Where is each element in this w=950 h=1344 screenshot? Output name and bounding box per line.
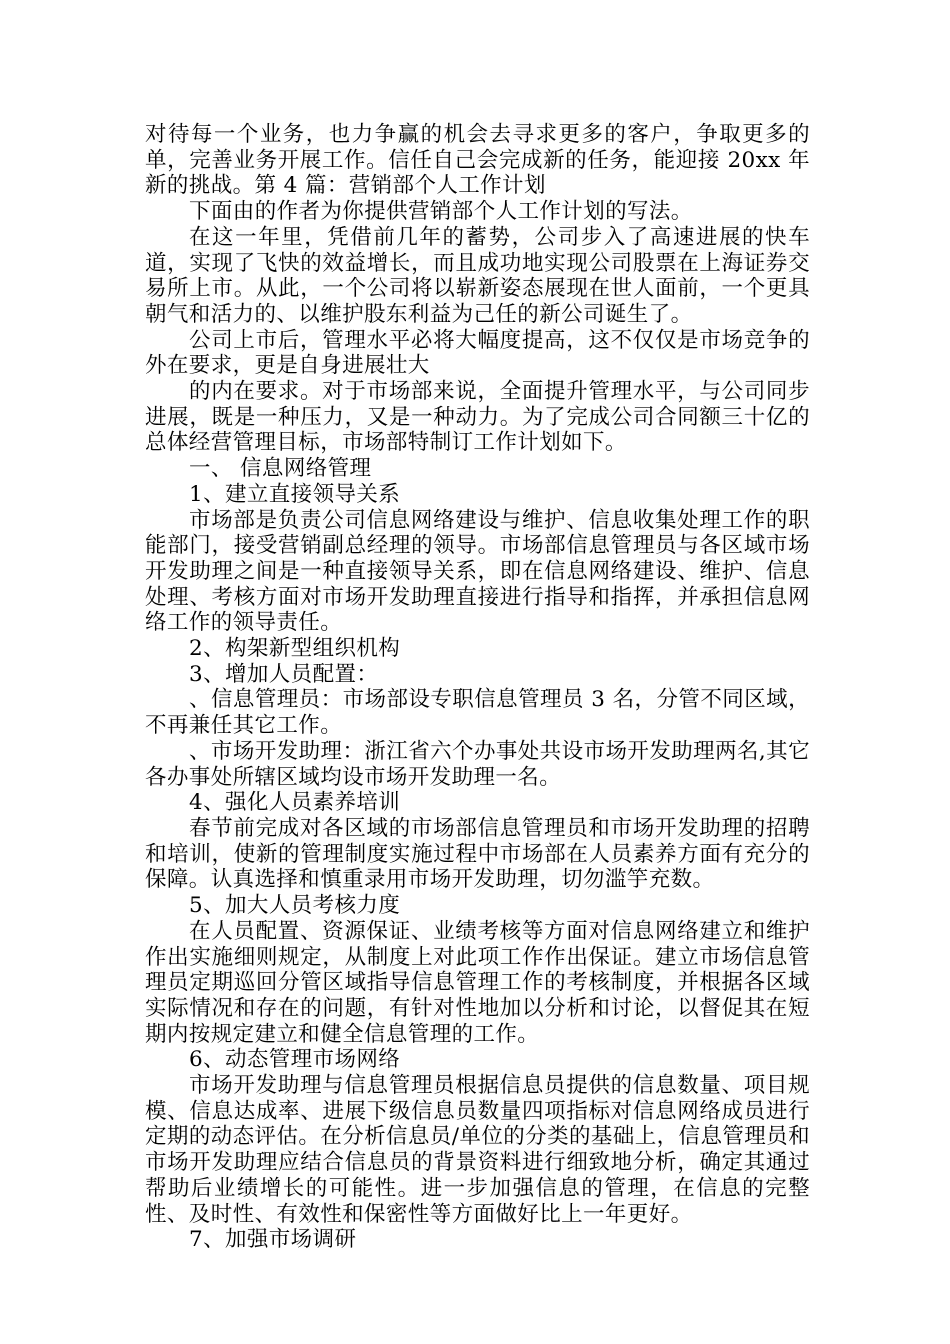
subheading-dynamic-management: 6、动态管理市场网络 (189, 1047, 401, 1073)
paragraph-post-listing: 公司上市后，管理水平必将大幅度提高，这不仅仅是市场竞争的外在要求，更是自身进展壮大 (145, 327, 810, 379)
subheading-direct-leadership: 1、建立直接领导关系 (189, 481, 401, 507)
subheading-new-organization: 2、构架新型组织机构 (189, 636, 401, 662)
subheading-market-research: 7、加强市场调研 (189, 1227, 357, 1253)
paragraph-assessment: 在人员配置、资源保证、业绩考核等方面对信息网络建立和维护作出实施细则规定，从制度上对此项工作作出保证。建立市场信息管理员定期巡回分管区域指导信息管理工作的考核制度，并根据各区域实际情况和存在的问题，有针对性地加以分析和讨论，以督促其在短期内按规定建立和健全信息管理的工作。 (145, 918, 810, 1047)
section-heading-info-network: 一、 信息网络管理 (189, 456, 372, 482)
paragraph-dynamic-management: 市场开发助理与信息管理员根据信息员提供的信息数量、项目规模、信息达成率、进展下级信息员数量四项指标对信息网络成员进行定期的动态评估。在分析信息员/单位的分类的基础上，信息管理员和市场开发助理应结合信息员的背景资料进行细致地分析，确定其通过帮助后业绩增长的可能性。进一步加强信息的管理，在信息的完整性、及时性、有效性和保密性等方面做好比上一年更好。 (145, 1073, 810, 1227)
paragraph-market-dept-role: 市场部是负责公司信息网络建设与维护、信息收集处理工作的职能部门，接受营销副总经理的领导。市场部信息管理员与各区域市场开发助理之间是一种直接领导关系，即在信息网络建设、维护、信息处理、考核方面对市场开发助理直接进行指导和指挥，并承担信息网络工作的领导责任。 (145, 507, 810, 636)
paragraph-internal-requirements: 的内在要求。对于市场部来说，全面提升管理水平，与公司同步进展，既是一种压力，又是一种动力。为了完成公司合同额三十亿的总体经营管理目标，市场部特制订工作计划如下。 (145, 379, 810, 456)
subheading-assessment: 5、加大人员考核力度 (189, 893, 401, 919)
subheading-training: 4、强化人员素养培训 (189, 790, 401, 816)
paragraph-intro: 对待每一个业务，也力争赢的机会去寻求更多的客户，争取更多的单，完善业务开展工作。信任自己会完成新的任务，能迎接 20xx 年新的挑战。第 4 篇：营销部个人工作计划 (145, 122, 810, 199)
paragraph-year-review: 在这一年里，凭借前几年的蓄势，公司步入了高速进展的快车道，实现了飞快的效益增长，而且成功地实现公司股票在上海证券交易所上市。从此，一个公司将以崭新姿态展现在世人面前，一个更具朝气和活力的、以维护股东利益为己任的新公司诞生了。 (145, 224, 810, 327)
document-page (145, 122, 810, 1253)
paragraph-market-assistant: 、市场开发助理：浙江省六个办事处共设市场开发助理两名,其它各办事处所辖区域均设市场开发助理一名。 (145, 738, 810, 790)
subheading-staffing: 3、增加人员配置： (189, 661, 379, 687)
paragraph-writing-guide: 下面由的作者为你提供营销部个人工作计划的写法。 (189, 199, 693, 225)
paragraph-info-manager: 、信息管理员：市场部设专职信息管理员 3 名，分管不同区域，不再兼任其它工作。 (145, 687, 810, 739)
paragraph-training: 春节前完成对各区域的市场部信息管理员和市场开发助理的招聘和培训，使新的管理制度实施过程中市场部在人员素养方面有充分的保障。认真选择和慎重录用市场开发助理，切勿滥竽充数。 (145, 815, 810, 893)
